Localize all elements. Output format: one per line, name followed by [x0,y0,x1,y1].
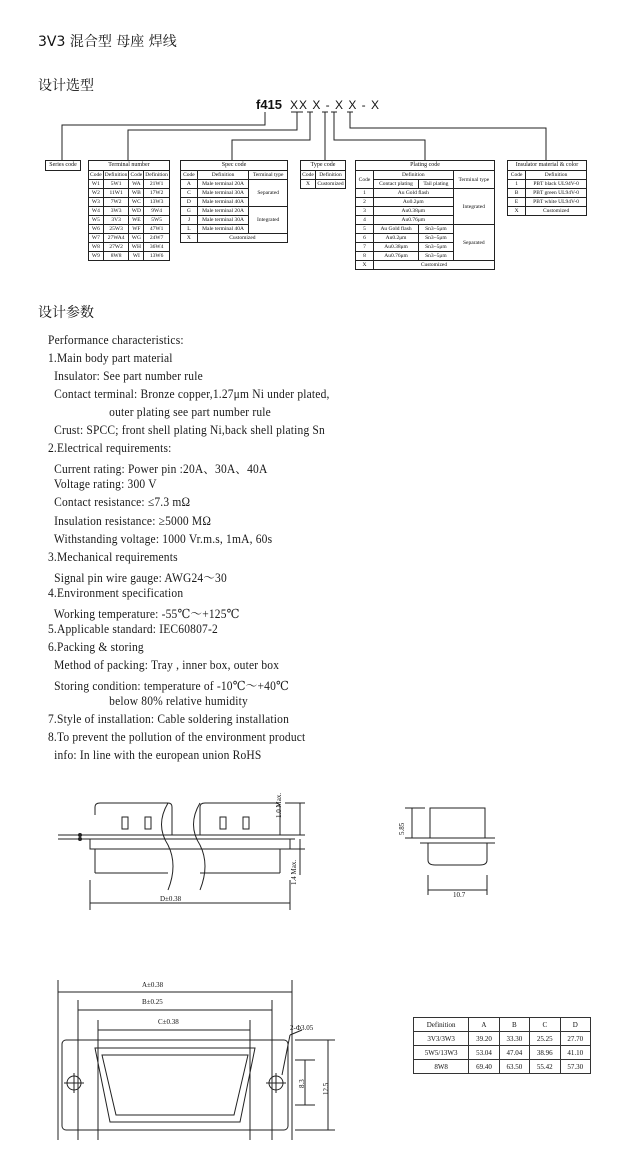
terminal-cell: WH [129,243,144,252]
spec-integrated: Integrated [249,207,288,234]
plating-cell: X [356,261,374,270]
plating-cell: 8 [356,252,374,261]
plating-cell: Sn3~5μm [419,243,454,252]
spec-line: 2.Electrical requirements: [48,441,172,456]
plating-separated: Separated [453,225,494,261]
terminal-cell: 5W1 [103,180,129,189]
dims-cell: 53.04 [469,1046,499,1060]
plating-cell: 3 [356,207,374,216]
terminal-cell: 3V3 [103,216,129,225]
dims-cell: 38.96 [530,1046,560,1060]
spec-table [180,170,288,243]
spec-cell: Male terminal 30A [197,189,249,198]
plating-cell: Customized [373,261,494,270]
dim-a: A±0.38 [142,981,164,989]
spec-line: Withstanding voltage: 1000 Vr.m.s, 1mA, 60s [48,531,273,546]
plating-cell: Sn3~5μm [419,225,454,234]
spec-cell: A [181,180,198,189]
dims-cell: 5W5/13W3 [414,1046,469,1060]
plating-subheader-contact: Contact plating [373,180,418,189]
insulator-cell: PBT white UL94V-0 [526,198,587,207]
spec-cell: J [181,216,198,225]
dim-1max: 1.0 Max. [275,792,283,818]
insulator-cell: E [508,198,526,207]
spec-cell: Male terminal 20A [197,207,249,216]
plating-cell: Au0.2μm [373,198,453,207]
type-header-code: Code [302,172,314,178]
spec-box-title: Spec code [180,160,288,171]
dim-hole: 2-Φ3.05 [290,1024,314,1032]
plating-cell: 5 [356,225,374,234]
plating-header-definition: Definition [373,171,453,180]
terminal-cell: 17W2 [144,189,170,198]
terminal-cell: 7W2 [103,198,129,207]
dim-b: B±0.25 [142,998,163,1006]
dims-cell: 33.30 [499,1032,529,1046]
section-heading-params: 设计参数 [38,305,94,321]
plating-header-terminal: Terminal type [453,171,494,189]
spec-line: Crust: SPCC; front shell plating Ni,back shell plating Sn [48,423,325,438]
spec-cell: Customized [197,234,287,243]
spec-line: below 80% relative humidity [48,694,248,708]
terminal-cell: WF [129,225,144,234]
terminal-cell: WE [129,216,144,225]
spec-line: Current rating: Power pin :20A、30A、40A [48,462,268,477]
spec-line: 5.Applicable standard: IEC60807-2 [48,621,218,636]
spec-line: Insulation resistance: ≥5000 MΩ [48,513,212,528]
terminal-cell: 27WA4 [103,234,129,243]
spec-line: Performance characteristics: [48,333,184,347]
spec-header-definition: Definition [197,171,249,180]
spec-line: Contact terminal: Bronze copper,1.27μm Ni under plated, [48,387,330,402]
dim-14max: 1.4 Max. [290,859,298,885]
spec-line: Insulator: See part number rule [48,369,203,384]
dims-cell: 39.20 [469,1032,499,1046]
spec-header-code: Code [181,171,198,180]
terminal-cell: W2 [89,189,104,198]
terminal-cell: W5 [89,216,104,225]
spec-cell: Male terminal 20A [197,180,249,189]
plating-header-code: Code [356,171,374,189]
type-table [300,170,346,189]
dims-cell: 3V3/3W3 [414,1032,469,1046]
insulator-header-definition: Definition [526,171,587,180]
terminal-cell: W9 [89,252,104,261]
dim-c: C±0.38 [158,1018,179,1026]
spec-cell: C [181,189,198,198]
terminal-cell: 13W6 [144,252,170,261]
dim-585: 5.85 [398,822,406,835]
spec-header-terminal: Terminal type [249,171,288,180]
insulator-cell: X [508,207,526,216]
terminal-header: Code [130,172,143,178]
insulator-box-title: Insulator material & color [507,160,587,171]
part-code-prefix: f415 [256,97,283,112]
part-code-pattern: XX X - X X - X [290,98,381,112]
front-view-drawing [50,980,340,1145]
spec-line: 8.To prevent the pollution of the environment product [48,730,306,745]
spec-line: 7.Style of installation: Cable soldering installation [48,712,290,727]
spec-line: Storing condition: temperature of -10℃～+40℃ [48,678,290,693]
spec-cell: D [181,198,198,207]
spec-separated: Separated [249,180,288,207]
spec-line: Method of packing: Tray , inner box, outer box [48,657,280,672]
dims-cell: 25.25 [530,1032,560,1046]
plating-table [355,170,495,270]
terminal-cell: 9W4 [144,207,170,216]
spec-line: Working temperature: -55℃～+125℃ [48,606,240,621]
plating-cell: Sn3~5μm [419,252,454,261]
dims-cell: 57.30 [560,1060,590,1074]
terminal-header: Definition [104,172,128,178]
section-heading-selection: 设计选型 [38,78,94,94]
terminal-cell: WI [129,252,144,261]
dims-header: A [469,1018,499,1032]
spec-line: 6.Packing & storing [48,639,144,654]
plating-cell: Au Gold flash [373,189,453,198]
terminal-table [88,170,170,261]
insulator-cell: Customized [526,207,587,216]
terminal-cell: 13W3 [144,198,170,207]
dims-cell: 69.40 [469,1060,499,1074]
plating-cell: Au0.38μm [373,243,418,252]
spec-cell: Male terminal 30A [197,216,249,225]
dims-header: C [530,1018,560,1032]
insulator-table [507,170,587,216]
plating-box-title: Plating code [355,160,495,171]
terminal-cell: 8W8 [103,252,129,261]
terminal-cell: W7 [89,234,104,243]
dims-cell: 55.42 [530,1060,560,1074]
terminal-box-title: Terminal number [88,160,170,171]
dims-cell: 47.04 [499,1046,529,1060]
spec-cell: Male terminal 40A [197,225,249,234]
insulator-header-code: Code [508,171,526,180]
terminal-cell: 3W3 [103,207,129,216]
profile-view-drawing [390,800,510,905]
plating-cell: Au0.76μm [373,216,453,225]
series-code-box: Series code [45,160,81,171]
terminal-header: Definition [145,172,168,178]
insulator-cell: PBT black UL94V-0 [526,180,587,189]
spec-line: outer plating see part number rule [48,405,271,420]
plating-integrated: Integrated [453,189,494,225]
plating-cell: Au Gold flash [373,225,418,234]
dims-cell: 27.70 [560,1032,590,1046]
dims-header: Definition [414,1018,469,1032]
plating-cell: Sn3~5μm [419,234,454,243]
dims-header: D [560,1018,590,1032]
type-cell: X [301,180,316,189]
plating-cell: Au0.2μm [373,234,418,243]
insulator-cell: B [508,189,526,198]
spec-line: Voltage rating: 300 V [48,477,157,492]
terminal-cell: 11W1 [103,189,129,198]
plating-cell: 7 [356,243,374,252]
dimensions-table [413,1017,591,1074]
plating-cell: 1 [356,189,374,198]
terminal-cell: 47W1 [144,225,170,234]
spec-line: Contact resistance: ≤7.3 mΩ [48,495,191,510]
terminal-cell: WC [129,198,144,207]
terminal-cell: W3 [89,198,104,207]
spec-cell: Male terminal 40A [197,198,249,207]
dims-cell: 63.50 [499,1060,529,1074]
spec-line: 1.Main body part material [48,351,173,366]
terminal-cell: 24W7 [144,234,170,243]
terminal-cell: W8 [89,243,104,252]
plating-cell: 4 [356,216,374,225]
terminal-header: Code [90,172,102,178]
terminal-cell: W1 [89,180,104,189]
plating-cell: Au0.38μm [373,207,453,216]
dim-d: D±0.38 [160,895,182,903]
spec-line: 3.Mechanical requirements [48,549,178,564]
plating-cell: 2 [356,198,374,207]
spec-cell: L [181,225,198,234]
terminal-cell: WD [129,207,144,216]
terminal-cell: 27W2 [103,243,129,252]
terminal-cell: 25W3 [103,225,129,234]
spec-cell: X [181,234,198,243]
spec-cell: G [181,207,198,216]
insulator-cell: 1 [508,180,526,189]
dim-107: 10.7 [453,891,466,899]
terminal-cell: 36W4 [144,243,170,252]
type-box-title: Type code [300,160,346,171]
type-header-definition: Definition [315,171,345,180]
terminal-cell: WB [129,189,144,198]
spec-line: info: In line with the european union RoHS [48,748,262,763]
dim-125: 12.5 [322,1082,330,1095]
dims-header: B [499,1018,529,1032]
plating-cell: Au0.76μm [373,252,418,261]
dims-cell: 8W8 [414,1060,469,1074]
dim-83: 8.3 [298,1079,306,1088]
spec-line: 4.Environment specification [48,585,184,600]
insulator-cell: PBT green UL94V-0 [526,189,587,198]
plating-subheader-tail: Tail plating [419,180,454,189]
terminal-cell: WA [129,180,144,189]
type-cell: Customized [317,181,344,187]
spec-line: Signal pin wire gauge: AWG24～30 [48,570,227,585]
dims-cell: 41.10 [560,1046,590,1060]
terminal-cell: 5W5 [144,216,170,225]
terminal-cell: 21W1 [144,180,170,189]
terminal-cell: WG [129,234,144,243]
terminal-cell: W4 [89,207,104,216]
page-title: 3V3 混合型 母座 焊线 [38,34,177,50]
plating-cell: 6 [356,234,374,243]
terminal-cell: W6 [89,225,104,234]
